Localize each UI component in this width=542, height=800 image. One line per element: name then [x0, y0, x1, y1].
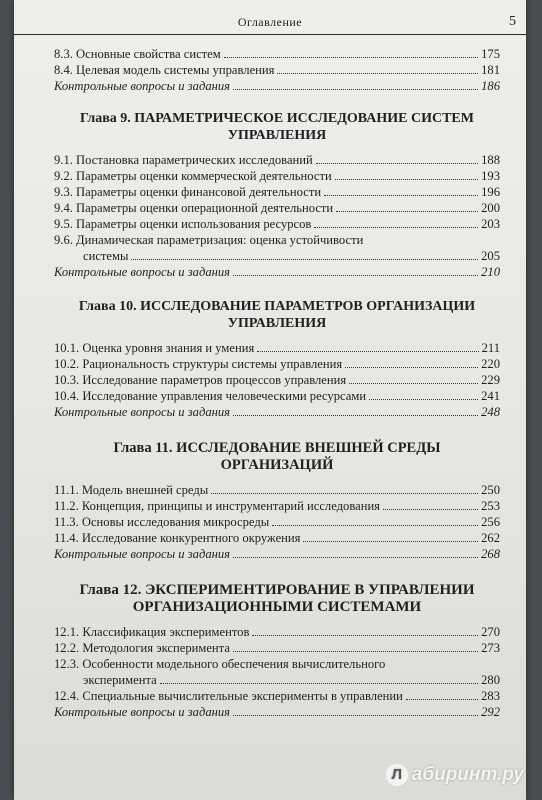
toc-entry — [54, 656, 500, 672]
leader-dots — [233, 557, 478, 558]
toc-entry-label: 10.2. Рациональность структуры системы управления — [54, 357, 343, 371]
toc-entry-label: 8.4. Целевая модель системы управления — [54, 63, 275, 77]
toc-entry — [54, 62, 500, 78]
toc-entry-label: 11.4. Исследование конкурентного окружения — [54, 531, 301, 545]
toc-entry-page: 205 — [481, 249, 500, 263]
leader-dots — [224, 57, 478, 58]
toc-entry — [54, 356, 500, 372]
toc-entry-page: 211 — [481, 341, 500, 355]
chapter-title-line1: Глава 11. ИССЛЕДОВАНИЕ ВНЕШНЕЙ СРЕДЫ — [113, 440, 441, 456]
chapter-title-line1: Глава 10. ИССЛЕДОВАНИЕ ПАРАМЕТРОВ ОРГАНИЗАЦИИ — [78, 299, 476, 314]
chapter-heading — [54, 298, 500, 332]
page-number: 5 — [509, 14, 516, 29]
toc-entry-page: 200 — [481, 201, 500, 215]
toc-entry-label: системы — [83, 249, 129, 263]
toc-entry — [54, 168, 500, 184]
toc-entry-label: 12.3. Особенности модельного обеспечения вычислительного — [54, 657, 386, 671]
toc-entry — [54, 640, 500, 656]
chapter-title-line1: Глава 12. ЭКСПЕРИМЕНТИРОВАНИЕ В УПРАВЛЕНИИ — [79, 582, 475, 598]
leader-dots — [303, 541, 478, 542]
toc-entry — [54, 498, 500, 514]
leader-dots — [336, 211, 478, 212]
toc-entry-page: 250 — [481, 483, 500, 497]
toc-entry-label: 9.5. Параметры оценки использования ресурсов — [54, 217, 312, 231]
toc-entry — [54, 200, 500, 216]
toc-entry-page: 220 — [481, 357, 500, 371]
chapter-heading — [54, 582, 500, 616]
toc-entry-label: 11.3. Основы исследования микросреды — [54, 515, 270, 529]
toc-entry — [54, 482, 500, 498]
toc-entry-label: 10.3. Исследование параметров процессов управления — [54, 373, 347, 387]
toc-entry-label: 8.3. Основные свойства систем — [54, 47, 221, 61]
toc-entry — [54, 530, 500, 546]
toc-entry-page: 186 — [481, 79, 500, 93]
toc-questions — [54, 546, 500, 562]
leader-dots — [131, 259, 478, 260]
toc-entry — [54, 372, 500, 388]
leader-dots — [324, 195, 478, 196]
chapter-title-line2: УПРАВЛЕНИЯ — [227, 128, 327, 143]
toc-entry-continuation — [54, 672, 500, 688]
toc-entry-label: 10.1. Оценка уровня знания и умения — [54, 341, 255, 355]
toc-entry-page: 268 — [481, 547, 500, 561]
toc-entry-label: Контрольные вопросы и задания — [54, 79, 231, 93]
toc-entry-page: 270 — [481, 625, 500, 639]
toc-entry-page: 241 — [481, 389, 500, 403]
toc-entry-page: 175 — [481, 47, 500, 61]
chapter-title-line1: Глава 9. ПАРАМЕТРИЧЕСКОЕ ИССЛЕДОВАНИЕ СИСТЕМ — [80, 111, 474, 126]
leader-dots — [383, 509, 478, 510]
toc-entry-label: Контрольные вопросы и задания — [54, 265, 231, 279]
toc-questions — [54, 78, 500, 94]
toc-entry-page: 210 — [481, 265, 500, 279]
toc-entry-label: 9.3. Параметры оценки финансовой деятельности — [54, 185, 322, 199]
toc-entry-label: 9.4. Параметры оценки операционной деятельности — [54, 201, 334, 215]
leader-dots — [349, 383, 478, 384]
leader-dots — [211, 493, 478, 494]
toc-entry-page: 253 — [481, 499, 500, 513]
toc-entry — [54, 152, 500, 168]
toc-entry-page: 292 — [481, 705, 500, 719]
toc-entry — [54, 46, 500, 62]
leader-dots — [257, 351, 478, 352]
table-of-contents — [54, 46, 500, 720]
toc-entry-page: 181 — [481, 63, 500, 77]
watermark-text: абиринт.ру — [411, 764, 524, 785]
toc-entry-page: 203 — [481, 217, 500, 231]
toc-entry-label: 11.1. Модель внешней среды — [54, 483, 209, 497]
chapter-title-line2: УПРАВЛЕНИЯ — [227, 316, 327, 331]
toc-entry-label: 9.2. Параметры оценки коммерческой деятельности — [54, 169, 332, 183]
leader-dots — [277, 73, 478, 74]
toc-entry — [54, 232, 500, 248]
toc-questions — [54, 264, 500, 280]
toc-entry-label: 12.4. Специальные вычислительные эксперименты в управлении — [54, 689, 403, 703]
toc-entry — [54, 514, 500, 530]
leader-dots — [233, 715, 478, 716]
leader-dots — [233, 651, 478, 652]
toc-entry-label: Контрольные вопросы и задания — [54, 705, 231, 719]
leader-dots — [233, 275, 478, 276]
running-header — [14, 12, 526, 35]
leader-dots — [345, 367, 478, 368]
leader-dots — [252, 635, 478, 636]
leader-dots — [406, 699, 478, 700]
toc-entry-label: 12.1. Классификация экспериментов — [54, 625, 250, 639]
toc-entry-page: 283 — [481, 689, 500, 703]
toc-entry-page: 256 — [481, 515, 500, 529]
toc-entry — [54, 388, 500, 404]
toc-entry-page: 262 — [481, 531, 500, 545]
leader-dots — [160, 683, 478, 684]
toc-entry-page: 280 — [481, 673, 500, 687]
chapter-title-line2: ОРГАНИЗАЦИЙ — [220, 457, 334, 473]
toc-entry-label: Контрольные вопросы и задания — [54, 547, 231, 561]
leader-dots — [314, 227, 478, 228]
watermark-logo-icon: Л — [386, 764, 408, 786]
toc-questions — [54, 404, 500, 420]
toc-entry-label: 9.6. Динамическая параметризация: оценка устойчивости — [54, 233, 364, 247]
toc-entry — [54, 184, 500, 200]
toc-entry-label: 10.4. Исследование управления человеческими ресурсами — [54, 389, 367, 403]
toc-entry — [54, 340, 500, 356]
chapter-heading — [54, 110, 500, 144]
toc-entry-page: 273 — [481, 641, 500, 655]
book-page — [14, 0, 526, 800]
header-title: Оглавление — [237, 15, 303, 29]
toc-entry-label: 12.2. Методология эксперимента — [54, 641, 230, 655]
leader-dots — [335, 179, 478, 180]
toc-questions — [54, 704, 500, 720]
toc-entry-continuation — [54, 248, 500, 264]
toc-entry — [54, 624, 500, 640]
toc-entry-label: эксперимента — [83, 673, 157, 687]
watermark — [386, 764, 524, 786]
toc-entry-page: 229 — [481, 373, 500, 387]
chapter-heading — [54, 440, 500, 474]
toc-entry-page: 188 — [481, 153, 500, 167]
leader-dots — [316, 163, 478, 164]
toc-entry — [54, 688, 500, 704]
toc-entry-label: 9.1. Постановка параметрических исследований — [54, 153, 313, 167]
toc-entry-label: 11.2. Концепция, принципы и инструментарий исследования — [54, 499, 380, 513]
leader-dots — [233, 89, 478, 90]
leader-dots — [369, 399, 478, 400]
leader-dots — [233, 415, 478, 416]
toc-entry-page: 196 — [481, 185, 500, 199]
toc-entry-page: 193 — [481, 169, 500, 183]
toc-entry-page: 248 — [481, 405, 500, 419]
chapter-title-line2: ОРГАНИЗАЦИОННЫМИ СИСТЕМАМИ — [132, 599, 422, 615]
toc-entry — [54, 216, 500, 232]
toc-entry-label: Контрольные вопросы и задания — [54, 405, 231, 419]
leader-dots — [272, 525, 478, 526]
